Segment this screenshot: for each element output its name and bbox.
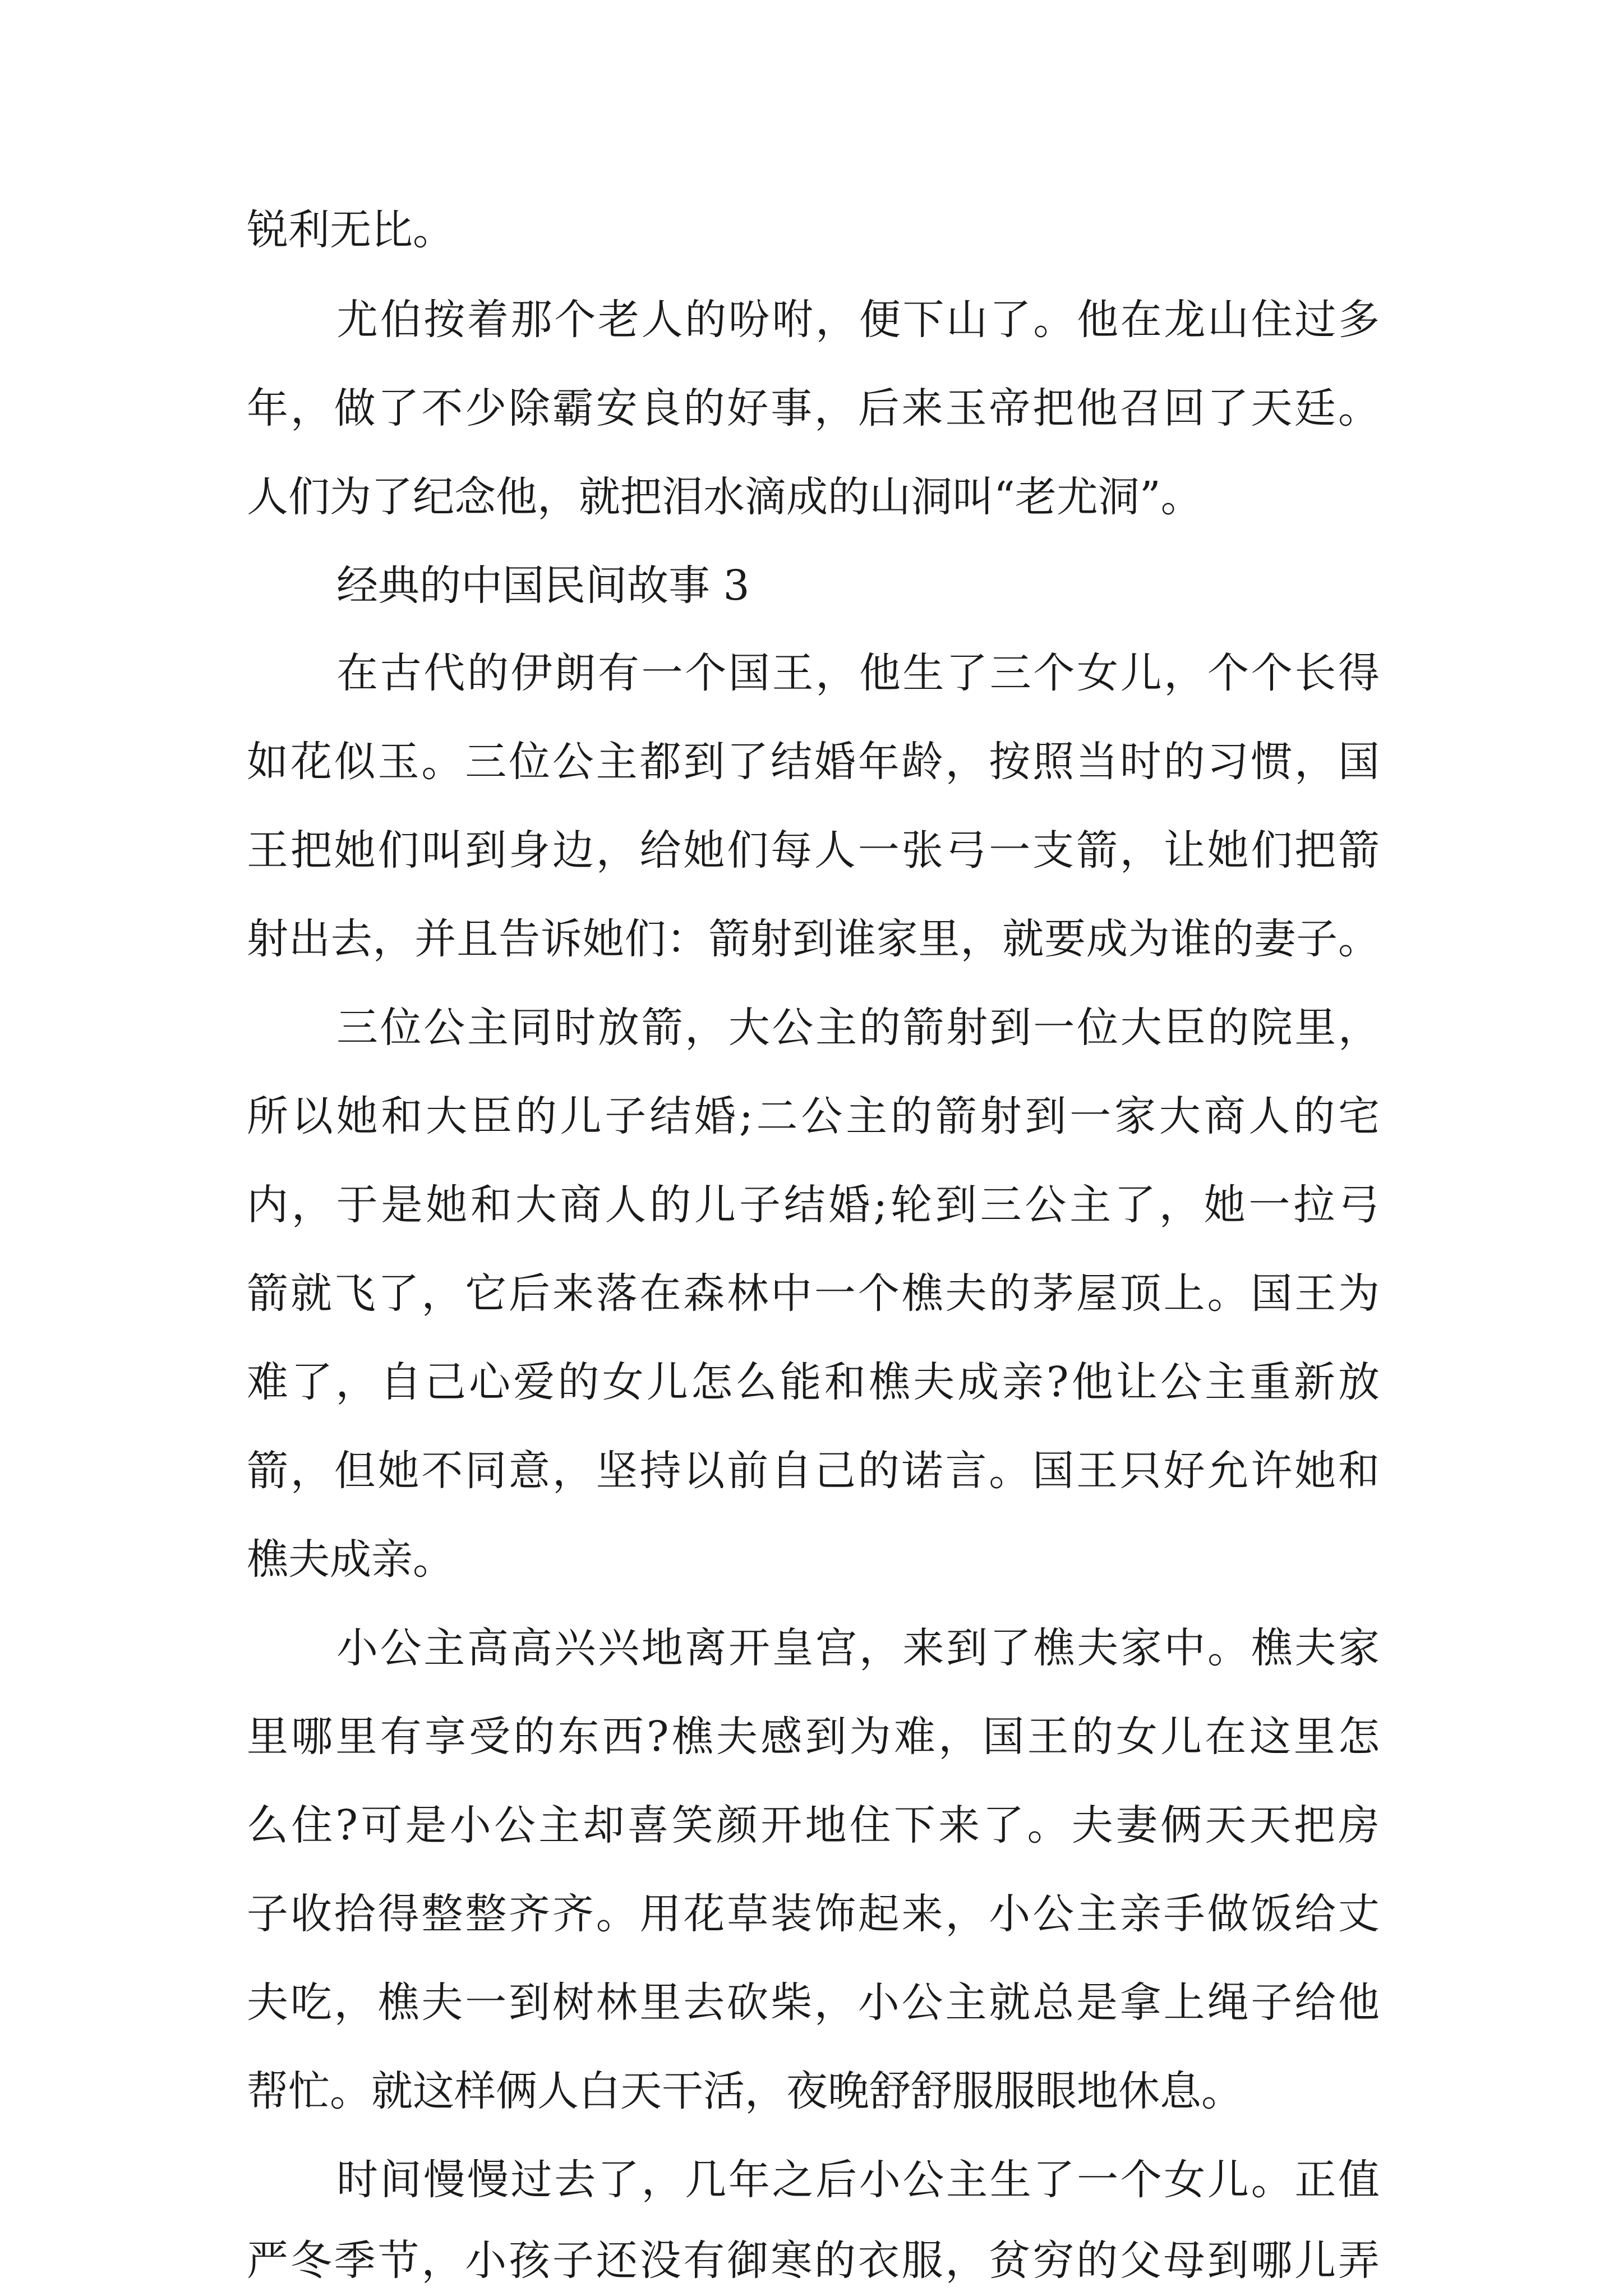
text-line: 夫吃，樵夫一到树林里去砍柴，小公主就总是拿上绳子给他	[247, 1978, 1380, 2027]
text-line: 樵夫成亲。	[247, 1535, 454, 1584]
text-line: 子收拾得整整齐齐。用花草装饰起来，小公主亲手做饭给丈	[247, 1890, 1380, 1938]
paragraph-first-line: 时间慢慢过去了，几年之后小公主生了一个女儿。正值	[336, 2156, 1380, 2204]
section-heading: 经典的中国民间故事 3	[336, 562, 750, 610]
text-line: 年，做了不少除霸安良的好事，后来玉帝把他召回了天廷。	[247, 384, 1380, 432]
text-line: 如花似玉。三位公主都到了结婚年龄，按照当时的习惯，国	[247, 738, 1380, 786]
text-line: 内，于是她和大商人的儿子结婚;轮到三公主了，她一拉弓	[247, 1181, 1380, 1229]
text-line: 射出去，并且告诉她们：箭射到谁家里，就要成为谁的妻子。	[247, 915, 1380, 963]
text-line: 锐利无比。	[247, 206, 454, 254]
text-line: 么住?可是小公主却喜笑颜开地住下来了。夫妻俩天天把房	[247, 1801, 1380, 1849]
paragraph-first-line: 在古代的伊朗有一个国王，他生了三个女儿，个个长得	[336, 649, 1380, 697]
paragraph-first-line: 尤伯按着那个老人的吩咐，便下山了。他在龙山住过多	[336, 296, 1380, 344]
text-line: 所以她和大臣的儿子结婚;二公主的箭射到一家大商人的宅	[247, 1092, 1380, 1140]
text-line: 里哪里有享受的东西?樵夫感到为难，国王的女儿在这里怎	[247, 1713, 1380, 1761]
text-line: 人们为了纪念他，就把泪水滴成的山洞叫“老尤洞”。	[247, 473, 1202, 521]
text-line: 难了，自己心爱的女儿怎么能和樵夫成亲?他让公主重新放	[247, 1358, 1380, 1406]
text-line: 王把她们叫到身边，给她们每人一张弓一支箭，让她们把箭	[247, 826, 1380, 875]
text-line: 箭就飞了，它后来落在森林中一个樵夫的茅屋顶上。国王为	[247, 1269, 1380, 1318]
text-line: 严冬季节，小孩子还没有御寒的衣服，贫穷的父母到哪儿弄	[247, 2237, 1380, 2285]
text-line: 箭，但她不同意，坚持以前自己的诺言。国王只好允许她和	[247, 1447, 1380, 1495]
paragraph-first-line: 小公主高高兴兴地离开皇宫，来到了樵夫家中。樵夫家	[336, 1624, 1380, 1672]
paragraph-first-line: 三位公主同时放箭，大公主的箭射到一位大臣的院里，	[336, 1004, 1380, 1052]
text-line: 帮忙。就这样俩人白天干活，夜晚舒舒服服眼地休息。	[247, 2067, 1243, 2115]
